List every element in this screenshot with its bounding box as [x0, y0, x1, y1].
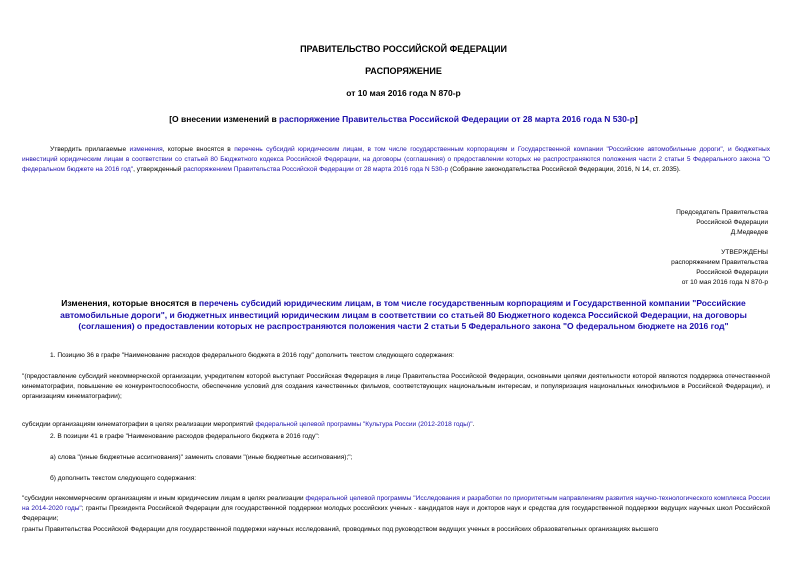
quote-2-link[interactable]: федеральной целевой программы "Исследования и разработки по приоритетным направлениям развития научно-технологического комплекса России на 2014-2020 годы": [22, 495, 771, 512]
intro-link-list[interactable]: перечень субсидий юридическим лицам, в том числе государственным корпорациям и Государственной компании "Российские автомобильные дороги", и бюджетных инвестиций юридическим лицам в соответствии со статьей 80 Бюджетного кодекса Российской Федерации, на договоры (соглашения) о предоставлении которых не распространяются положения части 2 статьи 5 Федерального закона "О федеральном бюджете на 2016 год": [22, 146, 770, 173]
government-heading: ПРАВИТЕЛЬСТВО РОССИЙСКОЙ ФЕДЕРАЦИИ: [300, 44, 507, 54]
subsidy-link[interactable]: федеральной целевой программы "Культура России (2012-2018 годы)": [255, 421, 473, 428]
intro-link-changes[interactable]: изменения: [129, 146, 163, 153]
signature-block: [568, 208, 768, 238]
intro-text-2: , которые вносятся в: [162, 146, 235, 153]
approved-line-4: от 10 мая 2016 года N 870-р: [681, 279, 768, 286]
changes-title-link[interactable]: перечень субсидий юридическим лицам, в том числе государственным корпорациям и Государственной компании "Российские автомобильные дороги", и бюджетных инвестиций юридическим лицам в соответствии со статьей 80 Бюджетного кодекса Российской Федерации, на договоры (соглашения) о предоставлении которых не распространяются положения части 2 статьи 5 Федерального закона "О федеральном бюджете на 2016 год": [60, 298, 747, 331]
signature-line-3: Д.Медведев: [730, 229, 768, 236]
signature-line-1: Председатель Правительства: [676, 209, 768, 216]
intro-paragraph: [22, 145, 770, 175]
amend-title-link[interactable]: распоряжение Правительства Российской Федерации от 28 марта 2016 года N 530-р: [279, 114, 635, 124]
amend-title-suffix: ]: [634, 114, 638, 124]
intro-text-4: (Собрание законодательства Российской Федерации, 2016, N 14, ст. 2035).: [448, 166, 681, 173]
quote-1: "(предоставление субсидий некоммерческой организации, учредителем которой выступает Российская Федерация в лице Правительства Российской Федерации, основными целями деятельности которой являются поддержка отечественной кинематографии, повышение ее конкурентоспособности, обеспечение условий для создания качественных фильмов, соответствующих национальным интересам, и популяризация национальных кинофильмов в Российской Федерации), и организациям кинематографии);: [22, 373, 770, 400]
subsidy-text-1: субсидии организациям кинематографии в целях реализации мероприятий: [22, 421, 256, 428]
subsidy-text-2: .: [472, 421, 475, 428]
item-2a: а) слова "(иные бюджетные ассигнования)" заменить словами "(иные бюджетные ассигнования);";: [50, 454, 353, 461]
amend-title: [0, 114, 807, 124]
last-line: гранты Правительства Российской Федерации для государственной поддержки научных исследований, проводимых под руководством ведущих ученых в российских образовательных организациях высшего: [22, 526, 659, 533]
item-2b: б) дополнить текстом следующего содержания:: [50, 475, 197, 482]
signature-line-2: Российской Федерации: [696, 219, 768, 226]
amend-title-prefix: [О внесении изменений в: [169, 114, 280, 124]
approved-line-2: распоряжением Правительства: [671, 259, 768, 266]
doc-type-heading: РАСПОРЯЖЕНИЕ: [365, 66, 442, 76]
intro-text-3: , утвержденный: [133, 166, 184, 173]
item-1: 1. Позицию 36 в графе "Наименование расходов федерального бюджета в 2016 году" дополнить текстом следующего содержания:: [50, 352, 455, 359]
approved-line-1: УТВЕРЖДЕНЫ: [721, 249, 768, 256]
intro-link-order[interactable]: распоряжением Правительства Российской Федерации от 28 марта 2016 года N 530-р: [183, 166, 449, 173]
date-number-heading: от 10 мая 2016 года N 870-р: [346, 88, 461, 98]
subsidy-line: [22, 420, 770, 430]
quote-2: [22, 494, 770, 524]
approved-block: [568, 248, 768, 288]
item-2: 2. В позиции 41 в графе "Наименование расходов федерального бюджета в 2016 году":: [50, 433, 320, 440]
changes-title: [40, 298, 767, 333]
intro-text-1: Утвердить прилагаемые: [50, 146, 130, 153]
approved-line-3: Российской Федерации: [696, 269, 768, 276]
quote-2-text-1: "субсидии некоммерческим организациям и иным юридическим лицам в целях реализации: [22, 495, 306, 502]
quote-2-text-2: ; гранты Президента Российской Федерации для государственной поддержки молодых российских ученых - кандидатов наук и докторов наук и средства для государственной поддержки ведущих научных школ Российской Федерации;: [22, 505, 770, 522]
changes-title-text: Изменения, которые вносятся в: [61, 298, 200, 308]
